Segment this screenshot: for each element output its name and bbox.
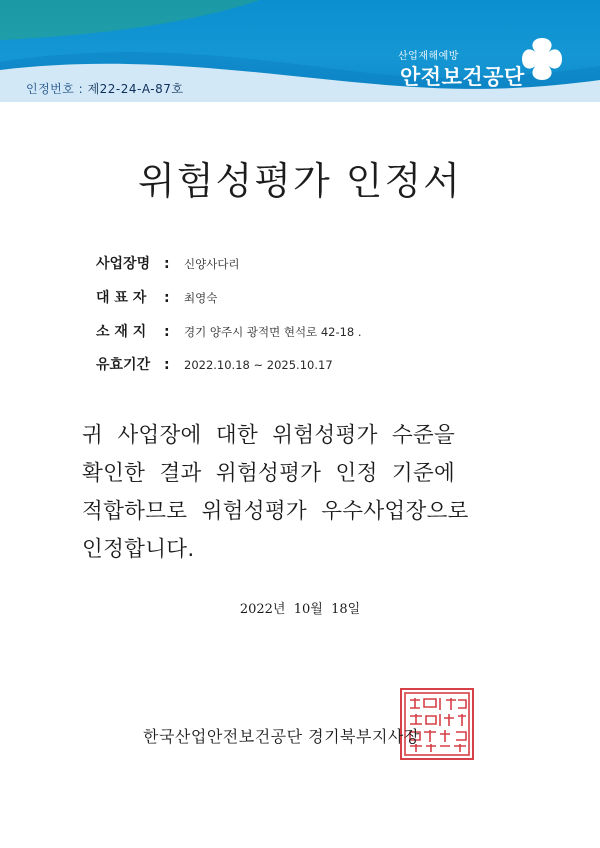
statement-line-1: 귀 사업장에 대한 위험성평가 수준을 — [82, 423, 456, 448]
colon: : — [164, 290, 170, 306]
issue-date: 2022년 10월 18일 — [239, 602, 361, 617]
colon: : — [164, 256, 170, 272]
address-value: 경기 양주시 광적면 현석로 42-18 . — [184, 325, 362, 339]
info-row-business-name — [96, 253, 240, 273]
statement-line-3: 적합하므로 위험성평가 우수사업장으로 — [82, 499, 469, 524]
business-name-label: 사업장명 — [96, 256, 151, 272]
certificate-number — [26, 80, 184, 97]
org-name: 안전보건공단 — [400, 65, 525, 89]
header-banner — [0, 0, 600, 102]
statement-line-4: 인정합니다. — [82, 537, 195, 562]
info-row-ceo — [96, 287, 217, 307]
colon: : — [164, 357, 170, 373]
business-name-value: 신양사다리 — [184, 257, 240, 271]
info-row-validity — [96, 354, 333, 374]
certificate-number-label: 인정번호 : — [26, 82, 84, 96]
info-row-address — [96, 321, 362, 341]
ceo-value: 최영숙 — [184, 291, 218, 305]
issuer-name: 한국산업안전보건공단 경기북부지사장 — [143, 727, 420, 746]
colon: : — [164, 324, 170, 340]
address-label: 소 재 지 — [96, 324, 147, 340]
document-title: 위험성평가 인정서 — [138, 159, 462, 203]
certificate-number-value: 제22-24-A-87호 — [87, 82, 184, 96]
org-subtitle: 산업재해예방 — [398, 51, 459, 62]
kosha-logo-icon — [520, 36, 564, 82]
ceo-label: 대 표 자 — [96, 290, 147, 306]
validity-label: 유효기간 — [96, 357, 151, 373]
statement-line-2: 확인한 결과 위험성평가 인정 기준에 — [82, 461, 456, 486]
validity-value: 2022.10.18 ~ 2025.10.17 — [184, 358, 333, 372]
